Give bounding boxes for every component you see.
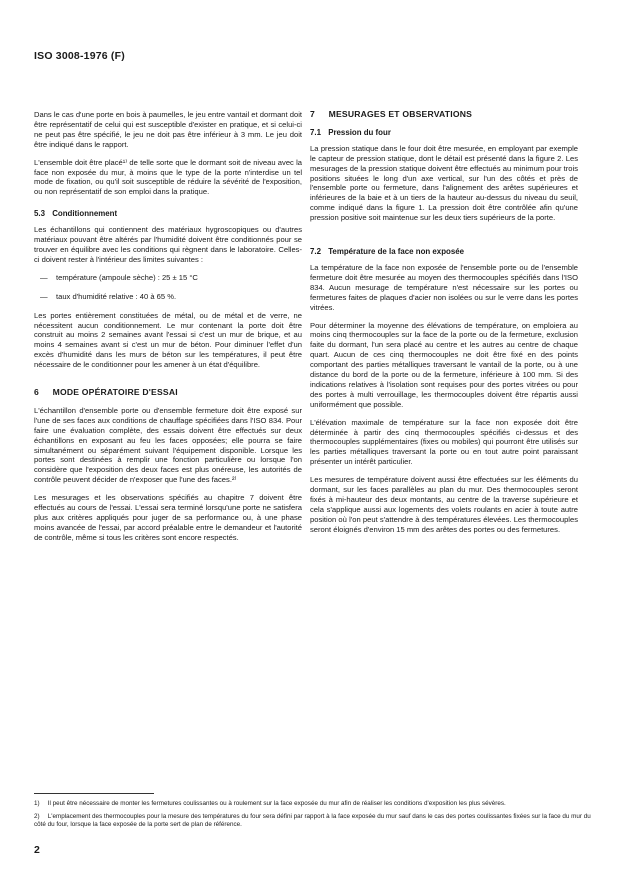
paragraph-maximum-temperature-rise: L'élévation maximale de température sur la face non exposée doit être déterminée à partir des cinq thermocouples spécifiés ci-dessus et des thermocouples supplémentaires (fixes ou mobiles) qui pourront être utilisés sur les parties métalliques traversant la porte ou en tout autre point paraissant présenter un intérêt particulier. [310,417,578,467]
section-7-2-number: 7.2 [310,247,321,257]
list-item-text: taux d'humidité relative : 40 à 65 %. [56,291,177,301]
section-7-heading [310,110,578,120]
footnote-number: 1) [34,800,40,807]
conditioning-limits-list [34,273,302,302]
footnote [34,813,592,829]
section-7-title: MESURAGES ET OBSERVATIONS [328,109,473,119]
footnote-text: Il peut être nécessaire de monter les fermetures coulissantes ou à roulement sur la face exposée du mur afin de réaliser les conditions d'exposition les plus sévères. [47,800,506,807]
footnote [34,800,592,808]
paragraph-frame-temperature: Les mesures de température doivent aussi être effectuées sur les éléments du dormant, sur les faces parallèles au plan du mur. Des thermocouples seront fixés à mi-hauteur des deux montants, au centre de la traverse supérieure et cela s'applique aussi aux logements des volets roulants en acier à toute autre position où l'on peut s'attendre à des températures élevées. Les thermocouples seront éloignés d'environ 15 mm des arêtes des portes ou des fermetures. [310,475,578,534]
list-dash: — [40,272,48,282]
section-6-title: MODE OPÉRATOIRE D'ESSAI [52,387,178,398]
section-7-number: 7 [310,109,315,119]
section-5-3-heading [34,209,302,219]
paragraph-average-temperature-rise: Pour déterminer la moyenne des élévations de température, on emploiera au moins cinq thermocouples sur la face de la porte ou de la fermeture, exclusion faite du dormant, l'un sera placé au centre et les autres au centre de chaque quart. Aucun de ces cinq thermocouples ne doit être fixé en des points comportant des parties métalliques traversant le vantail de la porte, ou à une distance du bord de la porte ou de la fermeture, inférieure à 100 mm. Si des indications relatives à l'isolation sont requises pour des portes vitrées ou pour des portes à multi verrouillage, les thermocouples doivent être répartis aussi uniformément que possible. [310,320,578,409]
paragraph-furnace-pressure: La pression statique dans le four doit être mesurée, en employant par exemple le capteur de pression statique, dont le détail est présenté dans la figure 2. Les mesurages de la pression statique doivent être effectués au minimum pour trois positions situées le long d'un axe vertical, sur l'un des côtés et près de l'ensemble porte ou fermeture, dans l'alignement des arêtes supérieures et inférieures de la baie et à un tiers de la hauteur au-dessus du niveau du seuil, comme indiqué dans la figure 1. La pression doit être contrôlée afin qu'une pression positive soit maintenue sur les deux tiers supérieurs de la porte. [310,143,578,223]
footnote-divider [34,793,154,794]
left-column [34,110,302,551]
section-7-1-title: Pression du four [328,127,391,137]
list-item-text: température (ampoule sèche) : 25 ± 15 °C [56,272,198,282]
paragraph-metal-doors: Les portes entièrement constituées de métal, ou de métal et de verre, ne nécessitent aucun conditionnement. Le mur contenant la porte doit être construit au moins 2 semaines avant l'essai si c'est un mur de brique, et au moins 4 semaines avant si c'est un mur de béton. Pour diminuer l'effet d'un excès d'humidité dans les murs de béton sur les températures, il peut être nécessaire de le conditionner pour les amener à un état d'équilibre. [34,310,302,370]
paragraph-conditioning-intro: Les échantillons qui contiennent des matériaux hygroscopiques ou d'autres matériaux pouvant être altérés par l'humidité doivent être conditionnés pour se trouver en équilibre avec les conditions qui règnent dans le laboratoire. Celles-ci doivent rester à l'intérieur des limites suivantes : [34,225,302,264]
paragraph-unexposed-face-temperature: La température de la face non exposée de l'ensemble porte ou de l'ensemble fermeture doit être mesurée au moyen des thermocouples spécifiés dans l'ISO 834. Aucun mesurage de température n'est nécessaire sur les portes ou fermetures faites de plaques d'acier non isolées ou sur le verre dans les portes vitrées. [310,262,578,312]
section-6-number: 6 [34,387,39,398]
section-7-1-heading [310,128,578,138]
section-5-3-title: Conditionnement [52,209,118,219]
section-7-1-number: 7.1 [310,127,321,137]
paragraph-test-exposure: L'échantillon d'ensemble porte ou d'ensemble fermeture doit être exposé sur l'une de ses faces aux conditions de chauffage spécifiées dans l'ISO 834. Pour faire une évaluation complète, des essais doivent être effectués sur deux échantillons en exposant au feu les faces opposées; elle pourra se faire simultanément ou séparément suivant l'équipement disponible. Lorsque les portes sont destinées à remplir une fonction particulière ou lorsque l'on considère que l'exposition des deux faces est plus onéreuse, les autorités de contrôle peuvent décider de n'exposer que l'une des faces.²⁾ [34,405,302,485]
section-7-2-title: Température de la face non exposée [328,247,465,257]
right-column [310,110,578,543]
document-id-header: ISO 3008-1976 (F) [34,50,125,62]
list-item [34,292,302,302]
section-7-2-heading [310,247,578,257]
footnote-text: L'emplacement des thermocouples pour la mesure des températures du four sera défini par rapport à la face exposée du mur sauf dans le cas des portes coulissantes fixées sur la face du mur du côté du four, lorsque la face exposée de la porte sert de plan de référence. [34,813,591,829]
paragraph-door-clearance: Dans le cas d'une porte en bois à paumelles, le jeu entre vantail et dormant doit être représentatif de celui qui est susceptible d'exister en pratique, et si celui-ci ne peut pas être spécifié, le jeu ne doit pas être inférieur à 3 mm. Le jeu doit être indiqué dans le rapport. [34,110,302,149]
footnote-number: 2) [34,813,40,821]
page-number: 2 [34,844,40,856]
paragraph-test-termination: Les mesurages et les observations spécifiés au chapitre 7 doivent être effectués au cours de l'essai. L'essai sera terminé lorsqu'une porte ne satisfera plus aux critères appliqués pour juger de sa performance ou, à une phase moins avancée de l'essai, par accord préalable entre le demandeur et l'autorité de contrôle, même si tous les critères sont encore respectés. [34,493,302,542]
list-dash: — [40,291,48,301]
footnotes [34,800,592,835]
list-item [34,273,302,283]
paragraph-assembly-placement: L'ensemble doit être placé¹⁾ de telle sorte que le dormant soit de niveau avec la face non exposée du mur, à moins que le type de la porte n'interdise un tel mode de fixation, ou qu'il soit susceptible de réduire la sévérité de l'exposition, ou non représentatif de son emploi dans la pratique. [34,157,302,197]
section-6-heading [34,388,302,398]
section-5-3-number: 5.3 [34,209,45,219]
